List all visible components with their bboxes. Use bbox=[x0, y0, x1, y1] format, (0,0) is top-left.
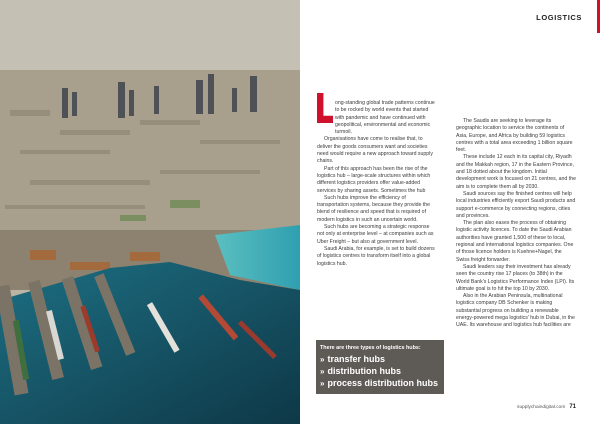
article-right-column bbox=[456, 100, 576, 330]
paragraph: Saudi Arabia, for example, is set to build dozens of logistics centres to transform itself into a global logistics hub. bbox=[317, 245, 435, 267]
hub-types-callout bbox=[316, 340, 444, 394]
site-url: supplychaindigital.com bbox=[517, 405, 566, 410]
chevron-right-icon: » bbox=[320, 367, 325, 376]
hub-label: distribution hubs bbox=[327, 366, 401, 376]
chevron-right-icon: » bbox=[320, 379, 325, 388]
section-label-text: LOGISTICS bbox=[536, 13, 582, 22]
page-footer bbox=[517, 404, 576, 410]
paragraph: ong-standing global trade patterns continue to be rocked by world events that started with pandemic and have continued with geopolitical, environmental and economic turmoil. bbox=[335, 100, 435, 136]
paragraph: The Saudis are seeking to leverage its geographic location to service the continents of Asia, Europe, and Africa by building 59 logistics centres with a total area exceeding 1 billion square feet. bbox=[456, 118, 573, 154]
section-label bbox=[536, 13, 582, 22]
hub-item-transfer bbox=[320, 354, 385, 364]
paragraph: Also in the Arabian Peninsula, multinational logistics company DB Schenker is making substantial progress on building a renewable energy-powered mega logistics' hub in Dubai, in the UAE. Its warehouse and logistics hub facilities are bbox=[456, 293, 575, 329]
paragraph: Saudi sources say the finished centres will help local industries efficiently export Saudi products and support e-commerce by connecting regions, cities and provinces. bbox=[456, 190, 576, 219]
article-left-column bbox=[317, 100, 437, 268]
paragraph: Such hubs improve the efficiency of transportation systems, because they provide the blend of resilience and speed that is required of modern logistics in such an uncertain world. bbox=[317, 194, 431, 223]
paragraph: The plan also eases the process of obtaining logistic activity licences. To date the Saudi Arabian authorities have granted 1,500 of these to local, regional and international logistics companies. One of those licence holders is Kuehne+Nagel, the Swiss freight forwarder. bbox=[456, 220, 574, 263]
paragraph: Organisations have come to realise that, to deliver the goods consumers want and societies need would require a new approach toward supply chains. bbox=[317, 136, 433, 165]
paragraph: Such hubs are becoming a strategic response not only at enterprise level – at companies such as Uber Freight – but also at government level. bbox=[317, 224, 434, 245]
paragraph: Part of this approach has been the rise of the logistics hub – large-scale structures within which different logistics providers offer value-added services by sharing assets. Sometimes the hub bbox=[317, 165, 431, 194]
chevron-right-icon: » bbox=[320, 355, 325, 364]
hub-item-distribution bbox=[320, 366, 401, 376]
page-number: 71 bbox=[569, 404, 576, 410]
hub-label: process distribution hubs bbox=[327, 378, 438, 388]
hub-item-process-distribution bbox=[320, 378, 438, 388]
paragraph: These include 12 each in its capital city, Riyadh and the Makkah region, 17 in the Eastern Province, and 18 dotted about the kingdom. Initial development work is focused on 21 centres, and the aim is to complete them all by 2030. bbox=[456, 154, 576, 190]
callout-heading: There are three types of logistics hubs: bbox=[320, 345, 421, 351]
hub-label: transfer hubs bbox=[327, 354, 385, 364]
paragraph: Saudi leaders say their investment has already seen the country rise 17 places (to 38th) in the World Bank's Logistics Performance Index (LPI). Its ultimate goal is to hit the top 10 by 2030. bbox=[456, 263, 575, 292]
